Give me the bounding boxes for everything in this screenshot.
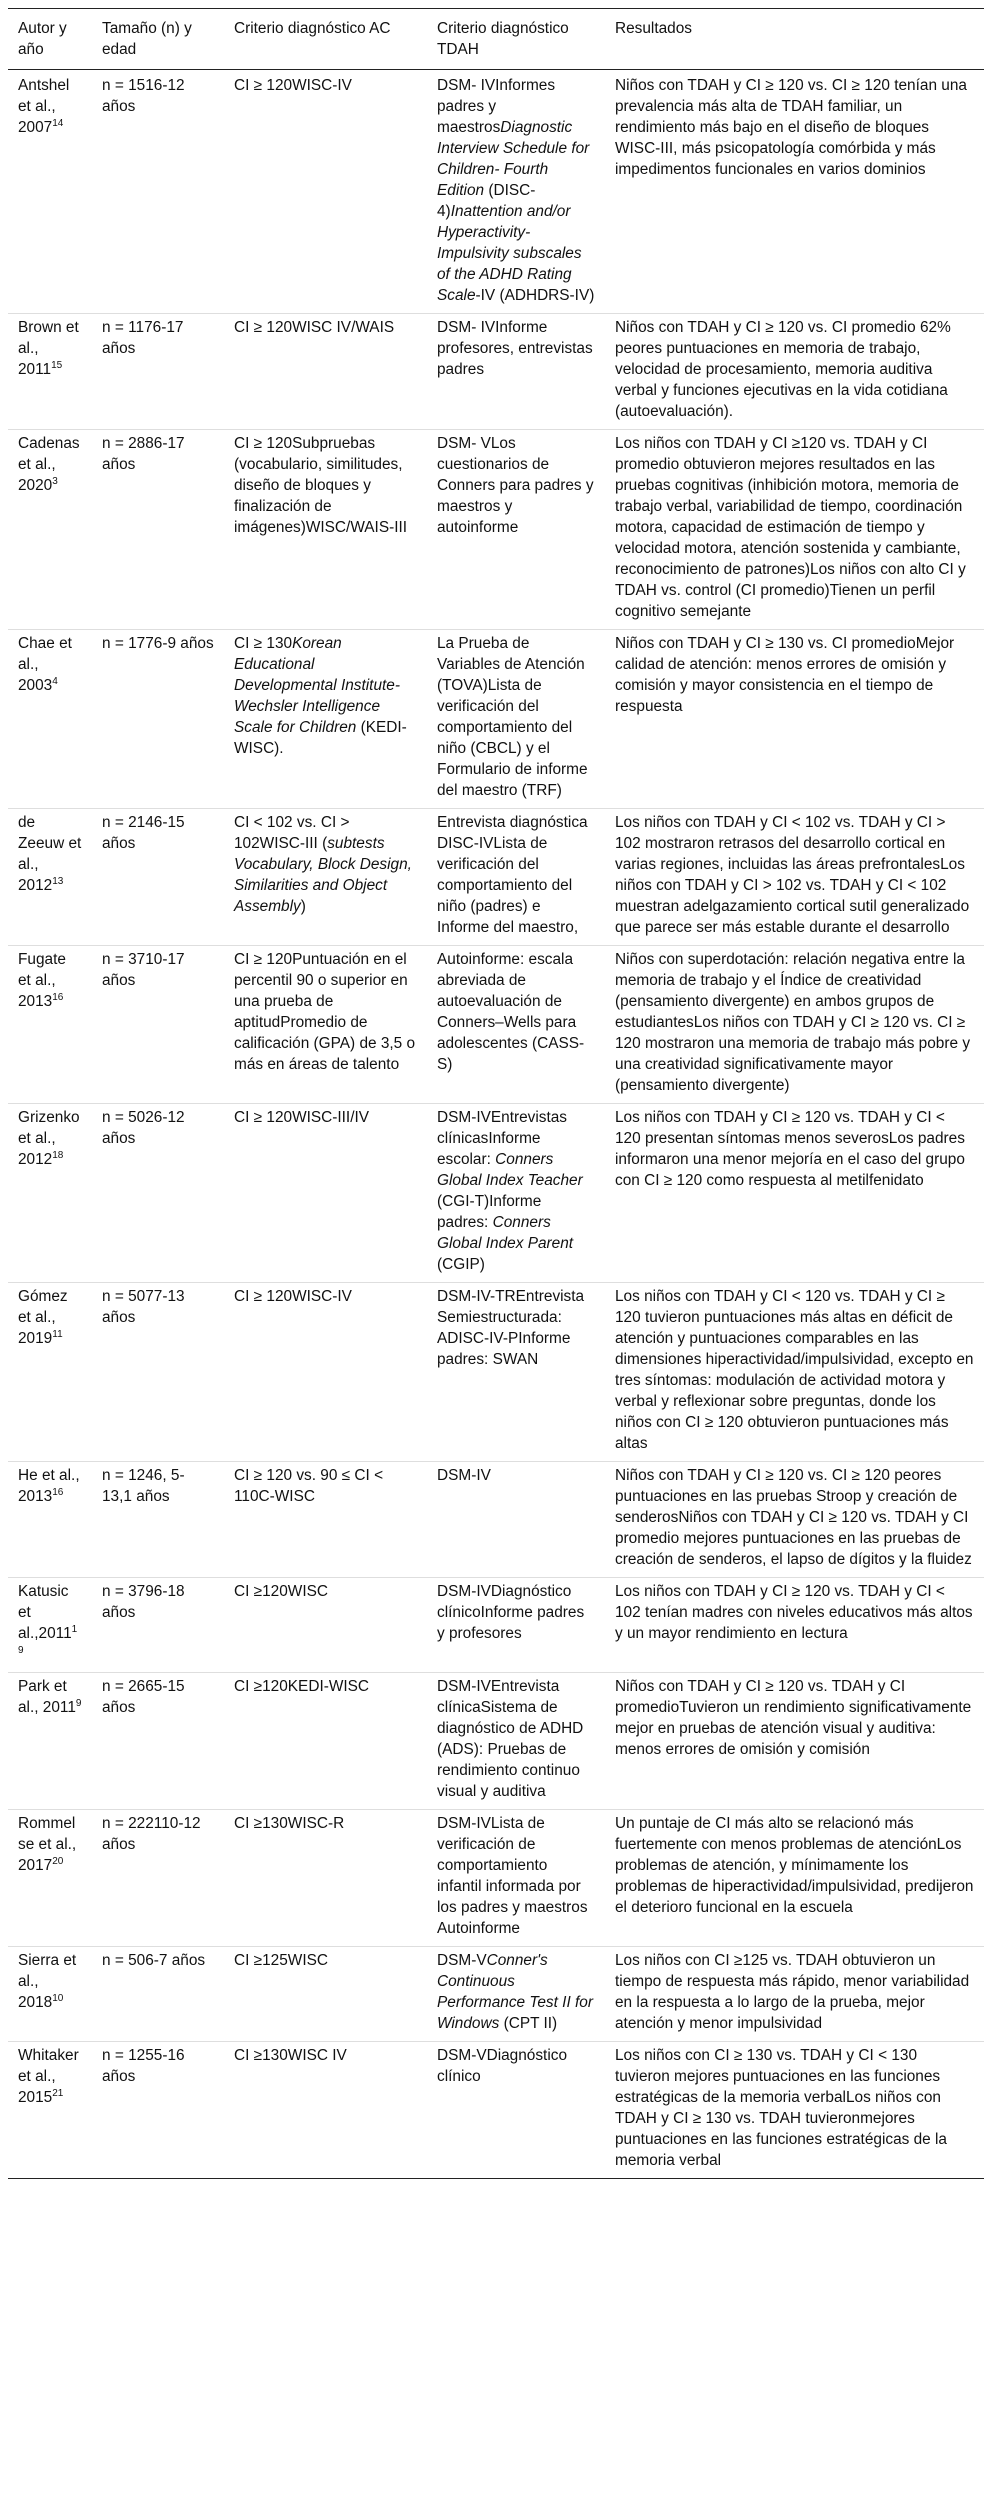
- cell-ac-criteria: [224, 1673, 427, 1810]
- cell-text: CI ≥125WISC: [234, 1952, 328, 1969]
- cell-tdah-criteria: [427, 946, 605, 1104]
- cell-text: Los niños con TDAH y CI ≥120 vs. TDAH y CI promedio obtuvieron mejores resultados en las pruebas cognitivas (inhibición motora, memoria de trabajo verbal, variabilidad de tiempo, coordinación motora, capacidad de estimación de tiempo y velocidad motora, atención sostenida y cambiante, reconocimiento de patrones)Los niños con alto CI y TDAH vs. control (CI promedio)Tienen un perfil cognitivo semejante: [615, 435, 966, 620]
- table-row: [8, 946, 984, 1104]
- cell-author: [8, 1810, 92, 1947]
- cell-text: CI ≥ 130: [234, 635, 293, 652]
- cell-ac-criteria: [224, 430, 427, 630]
- cell-text: DSM-IV: [437, 1467, 491, 1484]
- cell-text: Cadenas et al., 2020: [18, 435, 80, 494]
- reference-number: 14: [52, 117, 64, 129]
- cell-text: n = 1246, 5-13,1 años: [102, 1467, 185, 1505]
- reference-number: 4: [52, 675, 58, 687]
- cell-tdah-criteria: [427, 1462, 605, 1578]
- cell-tdah-criteria: [427, 1673, 605, 1810]
- table-row: [8, 1947, 984, 2042]
- cell-ac-criteria: [224, 946, 427, 1104]
- cell-results: [605, 1578, 984, 1673]
- header-size: Tamaño (n) y edad: [102, 20, 192, 58]
- cell-size: [92, 1673, 224, 1810]
- table-row: [8, 1673, 984, 1810]
- cell-text: Niños con TDAH y CI ≥ 120 vs. CI ≥ 120 peores puntuaciones en las pruebas Stroop y creación de senderosNiños con TDAH y CI ≥ 120 vs. TDAH y CI promedio mejores puntuaciones en las pruebas de creación de senderos, el lapso de dígitos y la fluidez: [615, 1467, 972, 1568]
- cell-tdah-criteria: [427, 314, 605, 430]
- header-tdah-criteria: Criterio diagnóstico TDAH: [437, 20, 569, 58]
- cell-ac-criteria: [224, 1462, 427, 1578]
- cell-text: (CGIP): [437, 1256, 485, 1273]
- cell-size: [92, 314, 224, 430]
- cell-text: Antshel et al., 2007: [18, 77, 70, 136]
- reference-number: 10: [52, 1992, 64, 2004]
- cell-ac-criteria: [224, 2042, 427, 2179]
- cell-text: Autoinforme: escala abreviada de autoevaluación de Conners–Wells para adolescentes (CASS-S): [437, 951, 585, 1073]
- cell-text: DSM-IVDiagnóstico clínicoInforme padres y profesores: [437, 1583, 585, 1642]
- cell-text: CI ≥120WISC: [234, 1583, 328, 1600]
- table-row: [8, 809, 984, 946]
- cell-size: [92, 1462, 224, 1578]
- reference-number: 21: [52, 2087, 64, 2099]
- cell-author: [8, 1578, 92, 1673]
- cell-size: [92, 1578, 224, 1673]
- cell-ac-criteria: [224, 1104, 427, 1283]
- table-row: [8, 314, 984, 430]
- cell-text: (KEDI-WISC).: [234, 719, 407, 757]
- reference-number: 15: [51, 359, 63, 371]
- table-row: [8, 430, 984, 630]
- cell-author: [8, 1283, 92, 1462]
- cell-text: Niños con TDAH y CI ≥ 120 vs. TDAH y CI promedioTuvieron un rendimiento significativamente mejor en pruebas de atención visual y auditiva: menos errores de omisión y comisión: [615, 1678, 972, 1758]
- cell-ac-criteria: [224, 1578, 427, 1673]
- table-body: [8, 70, 984, 2179]
- cell-ac-criteria: [224, 1283, 427, 1462]
- cell-tdah-criteria: [427, 2042, 605, 2179]
- cell-size: [92, 809, 224, 946]
- cell-text: Los niños con CI ≥125 vs. TDAH obtuvieron un tiempo de respuesta más rápido, menor variabilidad en la respuesta a lo largo de la prueba, mejor atención y menor impulsividad: [615, 1952, 970, 2032]
- reference-number: 11: [52, 1328, 63, 1340]
- cell-text: n = 3710-17 años: [102, 951, 185, 989]
- table-row: [8, 1578, 984, 1673]
- cell-text: n = 5077-13 años: [102, 1288, 185, 1326]
- cell-text: CI ≥130WISC-R: [234, 1815, 345, 1832]
- cell-ac-criteria: [224, 809, 427, 946]
- table-header: [8, 9, 984, 70]
- cell-text: (CGI-T)Informe padres:: [437, 1193, 542, 1231]
- cell-text: Katusic et al.,2011: [18, 1583, 72, 1642]
- cell-size: [92, 430, 224, 630]
- cell-text: n = 1776-9 años: [102, 635, 214, 652]
- cell-text: Chae et al., 2003: [18, 635, 72, 694]
- cell-text: n = 2665-15 años: [102, 1678, 185, 1716]
- cell-text: n = 3796-18 años: [102, 1583, 185, 1621]
- cell-ac-criteria: [224, 630, 427, 809]
- cell-text: DSM-VDiagnóstico clínico: [437, 2047, 568, 2085]
- cell-text: CI ≥ 120 vs. 90 ≤ CI < 110C-WISC: [234, 1467, 384, 1505]
- cell-text: Los niños con TDAH y CI ˂ 102 vs. TDAH y CI > 102 mostraron retrasos del desarrollo cortical en varias regiones, incluidas las áreas prefrontalesLos niños con TDAH y CI > 102 vs. TDAH y CI ˂ 102 muestran adelgazamiento cortical sutil generalizado que parece ser más estable durante el desarrollo: [615, 814, 970, 936]
- cell-text: Park et al., 2011: [18, 1678, 76, 1716]
- cell-text: DSM-IVLista de verificación de comportamiento infantil informada por los padres y maestros Autoinforme: [437, 1815, 588, 1937]
- cell-ac-criteria: [224, 1947, 427, 2042]
- table-row: [8, 1283, 984, 1462]
- cell-text: ): [300, 898, 306, 915]
- cell-results: [605, 1462, 984, 1578]
- cell-text: Los niños con TDAH y CI ≥ 120 vs. TDAH y CI ˂ 120 presentan síntomas menos severosLos padres informaron una menor mejoría en el caso del grupo con CI ≥ 120 como respuesta al metilfenidato: [615, 1109, 965, 1189]
- cell-text: Whitaker et al., 2015: [18, 2047, 79, 2106]
- table-row: [8, 630, 984, 809]
- cell-text: DSM- IVInforme profesores, entrevistas padres: [437, 319, 593, 378]
- cell-author: [8, 630, 92, 809]
- cell-text: DSM-IV-TREntrevista Semiestructurada: ADISC-IV-PInforme padres: SWAN: [437, 1288, 585, 1368]
- cell-author: [8, 314, 92, 430]
- cell-author: [8, 430, 92, 630]
- cell-text: (DISC-4): [437, 182, 536, 220]
- cell-text: CI ˂ 102 vs. CI > 102WISC-III (: [234, 814, 350, 852]
- cell-author: [8, 1462, 92, 1578]
- italic-text: Inattention and/or Hyperactivity-Impulsivity subscales of the ADHD Rating Scale: [437, 203, 582, 304]
- reference-number: 16: [52, 991, 64, 1003]
- cell-text: Entrevista diagnóstica DISC-IVLista de verificación del comportamiento del niño (padres) e Informe del maestro,: [437, 814, 588, 936]
- cell-size: [92, 946, 224, 1104]
- studies-table: [8, 8, 984, 2179]
- cell-text: CI ≥ 120Subpruebas (vocabulario, similitudes, diseño de bloques y finalización de imágenes)WISC/WAIS-III: [234, 435, 408, 536]
- cell-text: CI ≥ 120WISC-IV: [234, 1288, 352, 1305]
- cell-size: [92, 630, 224, 809]
- cell-text: n = 1176-17 años: [102, 319, 184, 357]
- cell-results: [605, 1283, 984, 1462]
- cell-tdah-criteria: [427, 1947, 605, 2042]
- table-row: [8, 1462, 984, 1578]
- reference-number: 18: [52, 1149, 64, 1161]
- cell-text: DSM- IVInformes padres y maestros: [437, 77, 556, 136]
- cell-author: [8, 946, 92, 1104]
- italic-text: Conners Global Index Parent: [437, 1214, 574, 1252]
- reference-number: 3: [52, 475, 58, 487]
- cell-text: n = 2146-15 años: [102, 814, 185, 852]
- cell-text: Rommelse et al., 2017: [18, 1815, 77, 1874]
- cell-author: [8, 1104, 92, 1283]
- italic-text: subtests Vocabulary, Block Design, Similarities and Object Assembly: [234, 835, 412, 915]
- cell-tdah-criteria: [427, 1578, 605, 1673]
- header-row: [8, 9, 984, 70]
- cell-text: Niños con TDAH y CI ≥ 130 vs. CI promedioMejor calidad de atención: menos errores de omisión y comisión y mayor consistencia en el tiempo de respuesta: [615, 635, 955, 715]
- cell-text: La Prueba de Variables de Atención (TOVA)Lista de verificación del comportamiento del niño (CBCL) y el Formulario de informe del maestro (TRF): [437, 635, 588, 799]
- cell-size: [92, 1947, 224, 2042]
- cell-text: n = 1255-16 años: [102, 2047, 185, 2085]
- cell-text: He et al., 2013: [18, 1467, 80, 1505]
- italic-text: Diagnostic Interview Schedule for Children- Fourth Edition: [437, 119, 590, 199]
- cell-text: DSM-IVEntrevistas clínicasInforme escolar:: [437, 1109, 567, 1168]
- cell-text: Gómez et al., 2019: [18, 1288, 68, 1347]
- cell-results: [605, 1673, 984, 1810]
- italic-text: Conners Global Index Teacher: [437, 1151, 583, 1189]
- cell-text: CI ≥130WISC IV: [234, 2047, 347, 2064]
- reference-number: 9: [75, 1697, 82, 1709]
- header-author: Autor y año: [18, 20, 67, 58]
- cell-tdah-criteria: [427, 809, 605, 946]
- cell-text: Brown et al., 2011: [18, 319, 79, 378]
- cell-size: [92, 1283, 224, 1462]
- cell-tdah-criteria: [427, 1104, 605, 1283]
- reference-number: 19: [18, 1623, 78, 1656]
- cell-text: CI ≥ 120WISC-IV: [234, 77, 352, 94]
- cell-text: DSM-IVEntrevista clínicaSistema de diagnóstico de ADHD (ADS): Pruebas de rendimiento continuo visual y auditiva: [437, 1678, 584, 1800]
- cell-author: [8, 1673, 92, 1810]
- cell-text: n = 506-7 años: [102, 1952, 206, 1969]
- cell-text: DSM-V: [437, 1952, 487, 1969]
- cell-ac-criteria: [224, 314, 427, 430]
- cell-size: [92, 2042, 224, 2179]
- cell-text: de Zeeuw et al., 2012: [18, 814, 82, 894]
- cell-ac-criteria: [224, 70, 427, 314]
- cell-text: DSM- VLos cuestionarios de Conners para padres y maestros y autoinforme: [437, 435, 594, 536]
- table-row: [8, 70, 984, 314]
- cell-author: [8, 809, 92, 946]
- cell-ac-criteria: [224, 1810, 427, 1947]
- header-results: Resultados: [615, 20, 692, 37]
- cell-text: CI ≥ 120Puntuación en el percentil 90 o superior en una prueba de aptitudPromedio de calificación (GPA) de 3,5 o más en áreas de talento: [234, 951, 416, 1073]
- cell-results: [605, 430, 984, 630]
- cell-results: [605, 809, 984, 946]
- cell-text: Los niños con TDAH y CI ≥ 120 vs. TDAH y CI ˂ 102 tenían madres con niveles educativos más altos y un mayor rendimiento en lectura: [615, 1583, 973, 1642]
- cell-results: [605, 946, 984, 1104]
- cell-size: [92, 1104, 224, 1283]
- cell-tdah-criteria: [427, 70, 605, 314]
- cell-text: n = 5026-12 años: [102, 1109, 185, 1147]
- cell-tdah-criteria: [427, 430, 605, 630]
- cell-text: Los niños con CI ≥ 130 vs. TDAH y CI ˂ 130 tuvieron mejores puntuaciones en las funciones estratégicas de la memoria verbalLos niños con TDAH y CI ≥ 130 vs. TDAH tuvieronmejores puntuaciones en las funciones estratégicas de la memoria verbal: [615, 2047, 947, 2169]
- italic-text: Conner's Continuous Performance Test II for Windows: [437, 1952, 593, 2032]
- cell-author: [8, 1947, 92, 2042]
- cell-tdah-criteria: [427, 630, 605, 809]
- cell-results: [605, 1947, 984, 2042]
- reference-number: 16: [52, 1486, 64, 1498]
- cell-text: n = 1516-12 años: [102, 77, 185, 115]
- cell-results: [605, 1104, 984, 1283]
- cell-text: Fugate et al., 2013: [18, 951, 66, 1010]
- cell-text: CI ≥ 120WISC-III/IV: [234, 1109, 370, 1126]
- italic-text: Korean Educational Developmental Institute-Wechsler Intelligence Scale for Children: [234, 635, 400, 736]
- cell-text: -IV (ADHDRS-IV): [475, 287, 595, 304]
- cell-size: [92, 70, 224, 314]
- cell-size: [92, 1810, 224, 1947]
- cell-text: CI ≥120KEDI-WISC: [234, 1678, 370, 1695]
- cell-author: [8, 70, 92, 314]
- cell-results: [605, 630, 984, 809]
- header-ac-criteria: Criterio diagnóstico AC: [234, 20, 391, 37]
- cell-text: Niños con TDAH y CI ≥ 120 vs. CI ≥ 120 tenían una prevalencia más alta de TDAH familiar, un rendimiento más bajo en el diseño de bloques WISC-III, más psicopatología comórbida y más impedimentos funcionales en varios dominios: [615, 77, 967, 178]
- table-container: [8, 8, 984, 2179]
- cell-text: Los niños con TDAH y CI ˂ 120 vs. TDAH y CI ≥ 120 tuvieron puntuaciones más altas en déficit de atención y puntuaciones comparables en las dimensiones hiperactividad/impulsividad, excepto en tres síntomas: modulación de actividad motora y verbal y reflexionar sobre preguntas, donde los niños con CI ≥ 120 obtuvieron puntuaciones más altas: [615, 1288, 974, 1452]
- cell-text: Sierra et al., 2018: [18, 1952, 77, 2011]
- reference-number: 13: [52, 875, 64, 887]
- cell-text: CI ≥ 120WISC IV/WAIS: [234, 319, 395, 336]
- cell-results: [605, 314, 984, 430]
- table-row: [8, 2042, 984, 2179]
- cell-text: n = 2886-17 años: [102, 435, 185, 473]
- cell-tdah-criteria: [427, 1810, 605, 1947]
- reference-number: 20: [52, 1855, 64, 1867]
- cell-text: Un puntaje de CI más alto se relacionó más fuertemente con menos problemas de atenciónLos problemas de atención, y mínimamente los problemas de hiperactividad/impulsividad, predijeron el deterioro funcional en la escuela: [615, 1815, 974, 1916]
- cell-text: Niños con superdotación: relación negativa entre la memoria de trabajo y el Índice de creatividad (pensamiento divergente) en ambos grupos de estudiantesLos niños con TDAH y CI ≥ 120 vs. CI ≥ 120 mostraron una memoria de trabajo más pobre y una creatividad significativamente mayor (pensamiento divergente): [615, 951, 971, 1094]
- cell-tdah-criteria: [427, 1283, 605, 1462]
- cell-results: [605, 70, 984, 314]
- cell-text: Grizenko et al., 2012: [18, 1109, 80, 1168]
- cell-text: (CPT II): [499, 2015, 558, 2032]
- cell-results: [605, 1810, 984, 1947]
- table-row: [8, 1104, 984, 1283]
- cell-text: n = 222110-12 años: [102, 1815, 201, 1853]
- cell-author: [8, 2042, 92, 2179]
- cell-text: Niños con TDAH y CI ≥ 120 vs. CI promedio 62% peores puntuaciones en memoria de trabajo, velocidad de procesamiento, memoria auditiva verbal y funciones ejecutivas en la vida cotidiana (autoevaluación).: [615, 319, 951, 420]
- table-row: [8, 1810, 984, 1947]
- cell-results: [605, 2042, 984, 2179]
